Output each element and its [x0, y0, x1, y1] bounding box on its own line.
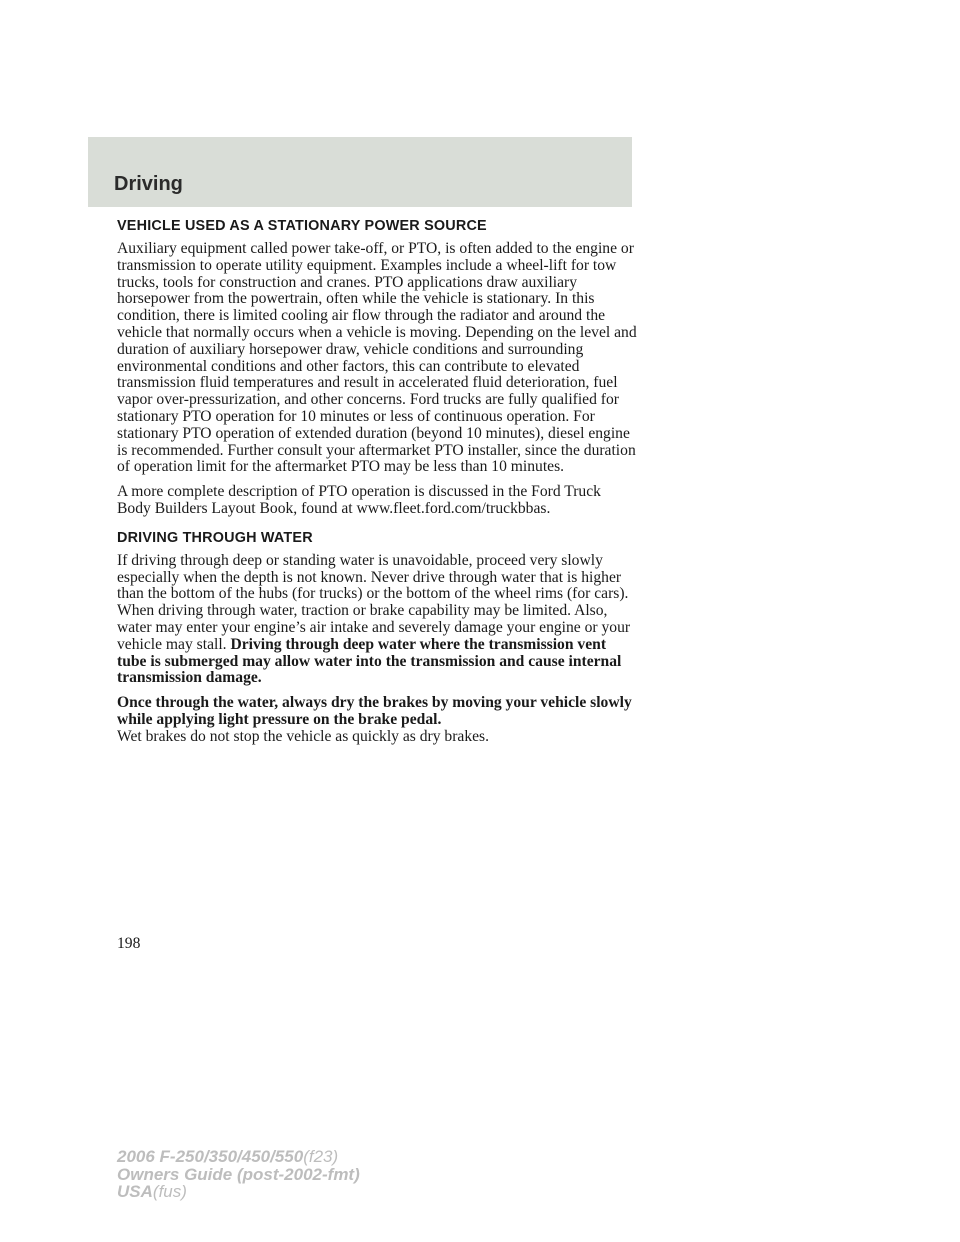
section-title: Driving: [114, 173, 183, 195]
document-footer: [117, 1148, 360, 1201]
footer-line-model: [117, 1148, 360, 1166]
footer-region: USA: [117, 1182, 153, 1201]
footer-region-code: (fus): [152, 1182, 187, 1201]
paragraph-water-driving: [117, 553, 637, 687]
heading-stationary-power: VEHICLE USED AS A STATIONARY POWER SOURCE: [117, 218, 487, 234]
footer-line-guide: [117, 1166, 360, 1184]
water-transmission-warning: Driving through deep water where the transmission vent tube is submerged may allow water into the transmission and cause internal transmission damage.: [117, 635, 622, 687]
paragraph-dry-brakes: [117, 695, 637, 729]
paragraph-wet-brakes: Wet brakes do not stop the vehicle as quickly as dry brakes.: [117, 727, 490, 745]
footer-line-region: [117, 1183, 360, 1201]
paragraph-pto-overview: Auxiliary equipment called power take-off, or PTO, is often added to the engine or transmission to operate utility equipment. Examples include a wheel-lift for tow trucks, tools for construction and cranes. PTO applications draw auxiliary horsepower from the powertrain, often while the vehicle is stationary. In this condition, there is limited cooling air flow through the radiator and around the vehicle that normally occurs when a vehicle is moving. Depending on the level and duration of auxiliary horsepower draw, vehicle conditions and surrounding environmental conditions and other factors, this can contribute to elevated transmission fluid temperatures and result in accelerated fluid deterioration, fuel vapor over-pressurization, and other concerns. Ford trucks are fully qualified for stationary PTO operation for 10 minutes or less of continuous operation. For stationary PTO operation of extended duration (beyond 10 minutes), diesel engine is recommended. Further consult your aftermarket PTO installer, since the duration of operation limit for the aftermarket PTO may be less than 10 minutes.: [117, 240, 637, 476]
water-driving-text: If driving through deep or standing water is unavoidable, proceed very slowly especially when the depth is not known. Never drive through water that is higher than the bottom of the hubs (for trucks) or the bottom of the wheel rims (for cars). When driving through water, traction or brake capability may be limited. Also, water may enter your engine’s air intake and severely damage your engine or your vehicle may stall.: [117, 551, 631, 653]
heading-driving-through-water: DRIVING THROUGH WATER: [117, 529, 313, 546]
page-content: [117, 218, 637, 754]
footer-model: 2006 F-250/350/450/550: [117, 1147, 304, 1166]
page-number: 198: [117, 935, 141, 952]
paragraph-pto-reference: A more complete description of PTO operation is discussed in the Ford Truck Body Builders Layout Book, found at www.fleet.ford.com/truckbbas.: [117, 483, 601, 517]
dry-brakes-instruction: Once through the water, always dry the brakes by moving your vehicle slowly while applying light pressure on the brake pedal.: [117, 694, 632, 728]
footer-model-code: (f23): [303, 1147, 339, 1166]
footer-guide: Owners Guide (post-2002-fmt): [117, 1164, 360, 1184]
section-header-band: [88, 137, 632, 207]
